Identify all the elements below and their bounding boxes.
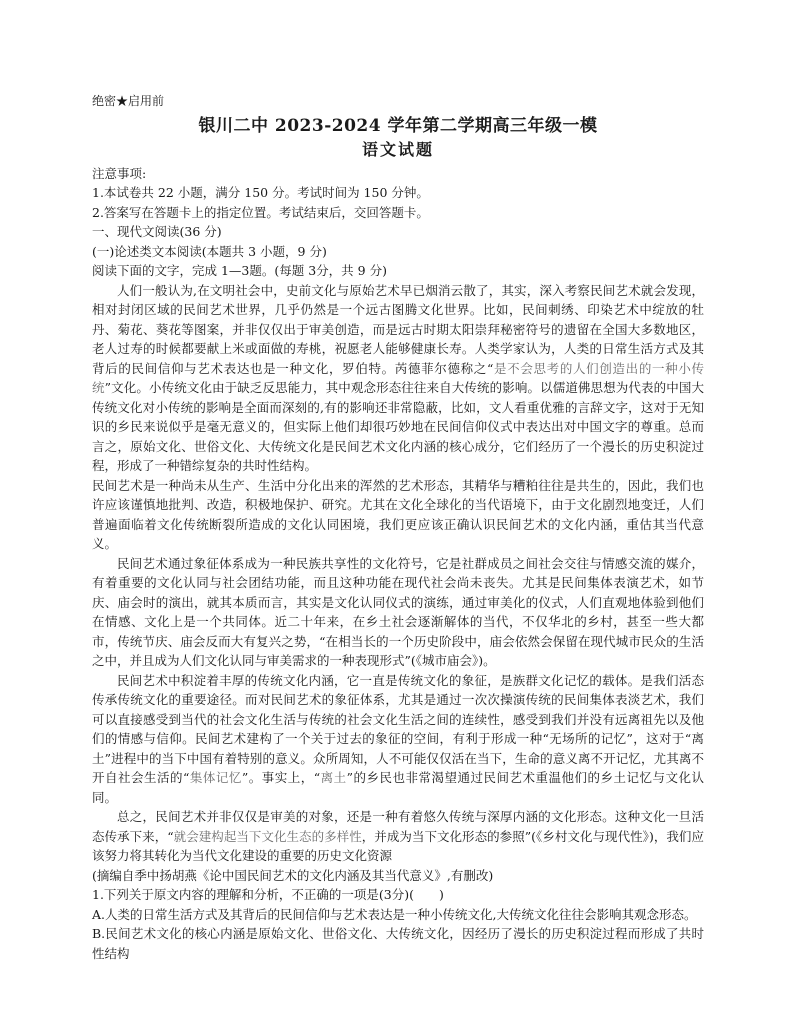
question-stem: 1.下列关于原文内容的理解和分析，不正确的一项是(3分)( )	[92, 887, 444, 902]
passage-paragraph-4	[92, 671, 704, 808]
passage-paragraph-2: 民间艺术是一种尚未从生产、生活中分化出来的浑然的艺术形态，其精华与糟粕往往是共生的，因此，我们也许应该谨慎地批判、改造，积极地保护、研究。尤其在文化全球化的当代语境下，由于文化剧烈地变迁，人们普遍面临着文化传统断裂所造成的文化认同困境，我们更应该正确认识民间艺术的文化内涵，重估其当代意义。	[92, 477, 704, 551]
section-subheading: (一)论述类文本阅读(本题共 3 小题，9 分)	[92, 243, 327, 259]
section-instruction: 阅读下面的文字，完成 1—3题。(每题 3分，共 9 分)	[92, 263, 387, 278]
paragraph-text: 民间艺术中积淀着丰厚的传统文化内涵，它一直是传统文化的象征，是族群文化记忆的载体。是我们活态传承传统文化的重要途径。而对民间艺术的象征体系，尤其是通过一次次操演传统的民间集体表淡艺术，我们可以直接感受到当代的社会文化生活与传统的社会文化生活之间的连续性，感受到我们并没有远离祖先以及他们的情感与信仰。民间艺术建构了一个关于过去的象征的空间，有利于形成一种“无场所的记忆”，这对于“离土”进程中的当下中国有着特别的意义。众所周知，人不可能仅仅活在当下，生命的意义离不开记忆，尤其离不开自社会生活的“	[92, 672, 704, 785]
page-content	[92, 92, 704, 963]
quoted-phrase: 离土	[320, 770, 347, 785]
paragraph-text: ，并成为当下文化形态的参照”(《乡村文化与现代性》)，我们应该努力将其转化为当代文化建设的重要的历史文化资源	[92, 828, 704, 863]
passage-source: (摘编自季中扬胡燕《论中国民间艺术的文化内涵及其当代意义》,有删改)	[92, 867, 494, 883]
passage-paragraph-5	[92, 807, 704, 866]
question-option-a: A.人类的日常生活方式及其背后的民间信仰与艺术表达是一种小传统文化,大传统文化往往会影响其观念形态。	[92, 906, 697, 922]
paragraph-text: ”的乡民也非常渴望通过民间艺术重温他们的乡土记忆与文化认同。	[92, 770, 704, 805]
paragraph-text: ”文化。小传统文化由于缺乏反思能力，其中观念形态往往来自大传统的影响。以儒道佛思想为代表的中国大传统文化对小传统的影响是全面而深刻的,有的影响还非常隐蔽，比如，文人看重优雅的言辞文字，这对于无知识的乡民来说似乎是毫无意义的，但实际上他们却很巧妙地在民间信仰仪式中表达出对中国文字的尊重。总而言之，原始文化、世俗文化、大传统文化是民间艺术文化内涵的核心成分，它们经历了一个漫长的历史积淀过程，形成了一种错综复杂的共时性结构。	[92, 380, 704, 473]
confidential-label: 绝密★启用前	[92, 94, 165, 108]
paragraph-text: ”。事实上，“	[241, 770, 321, 785]
quoted-phrase: 就会建构起当下文化生态的多样性	[173, 828, 362, 844]
paragraph-text: 人们一般认为,在文明社会中，史前文化与原始艺术早已烟消云散了，其实，深入考察民间艺术就会发现，相对封闭区域的民间艺术世界，几乎仍然是一个远古图腾文化世界。比如，民间刺绣、印染艺术中绽放的牡丹、菊花、葵花等图案，并非仅仅出于审美创造，而是远古时期太阳崇拜秘密符号的遗留在全国大多数地区，老人过寿的时候都要献上米或面做的寿桃，祝愿老人能够健康长寿。人类学家认为，人类的日常生活方式及其背后的民间信仰与艺术表达也是一种文化，罗伯特。芮德菲尔德称之“	[92, 282, 704, 376]
passage-paragraph-1	[92, 281, 704, 476]
notice-item: 2.答案写在答题卡上的指定位置。考试结束后，交回答题卡。	[92, 204, 429, 220]
quoted-phrase: 是不会思考的人们创造出的一种小传统	[92, 360, 704, 395]
passage-paragraph-3: 民间艺术通过象征体系成为一种民族共享性的文化符号，它是社群成员之间社会交往与情感交流的媒介，有着重要的文化认同与社会团结功能，而且这种功能在现代社会尚未丧失。尤其是民间集体表演艺术，如节庆、庙会时的演出，就其本质而言，其实是文化认同仪式的演练，通过审美化的仪式，人们直观地体验到他们在情感、文化上是一个共同体。近二十年来，在乡土社会逐渐解体的当代，不仅华北的乡村，甚至一些大都市，传统节庆、庙会反而大有复兴之势，“在相当长的一个历史阶段中，庙会依然会保留在现代城市民众的生活之中，并且成为人们文化认同与审美需求的一种表现形式”(《城市庙会》)。	[92, 555, 704, 668]
notice-heading: 注意事项:	[92, 165, 147, 181]
quoted-phrase: 集体记忆	[189, 770, 242, 785]
paragraph-text: 总之，民间艺术并非仅仅是审美的对象，还是一种有着悠久传统与深厚内涵的文化形态。这种文化一旦活态传承下来，“	[92, 809, 704, 844]
exam-title: 银川二中 2023-2024 学年第二学期高三年级一模	[198, 115, 598, 136]
exam-subtitle: 语文试题	[361, 139, 434, 159]
section-heading: 一、现代文阅读(36 分)	[92, 224, 222, 239]
question-option-b: B.民间艺术文化的核心内涵是原始文化、世俗文化、大传统文化，因经历了漫长的历史积淀过程而形成了共时性结构	[92, 926, 704, 961]
notice-item: 1.本试卷共 22 小题，满分 150 分。考试时间为 150 分钟。	[92, 185, 429, 200]
